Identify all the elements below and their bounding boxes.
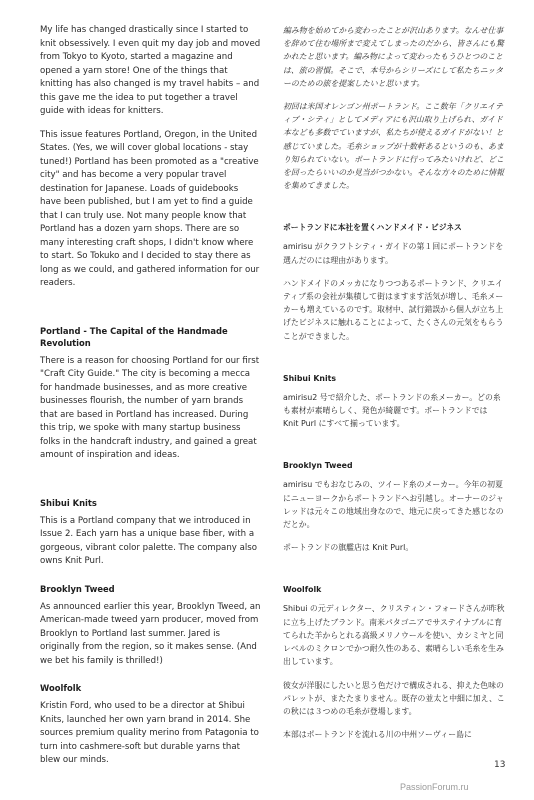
jp-woolfolk-paragraph-1: Shibui の元ディレクター、クリスティン・フォードさんが昨秋に立ち上げたブランド。南米パタゴニアでサステイナブルに育てられた羊からとれる高級メリノウールを使い、カシミヤと同レベルのミクロンでかつ耐久性のある、素晴らしい毛糸を生み出しています。	[283, 604, 505, 667]
woolfolk-heading: Woolfolk	[40, 683, 82, 693]
portland-heading: Portland - The Capital of the Handmade Revolution	[40, 325, 228, 348]
jp-portland-paragraph-1: amirisu がクラフトシティ・ガイドの第１回にポートランドを選んだのには理由があります。	[283, 242, 504, 265]
portland-paragraph: There is a reason for choosing Portland for our first "Craft City Guide." The city is becoming a mecca for handmade businesses, and as more creative businesses flourish, the number of yarn brands that are based in Portland has increased. During this trip, we spoke with many startup business folks in the handcraft industry, and gained a great amount of inspiration and ideas.	[40, 355, 260, 460]
japanese-column	[283, 24, 505, 751]
intro-paragraph-1: My life has changed drastically since I started to knit obsessively. I even quit my day job and moved from Tokyo to Kyoto, started a magazine and opened a yarn store! One of the things that knitting has also changed is my travel habits – and this gave me the idea to put together a travel guide with ideas for knitters.	[40, 25, 261, 116]
jp-portland-heading: ポートランドに本社を置くハンドメイド・ビジネス	[283, 223, 462, 233]
jp-brooklyn-paragraph-2: ポートランドの旗艦店は Knit Purl。	[283, 543, 414, 553]
jp-portland-paragraph-2: ハンドメイドのメッカになりつつあるポートランド、クリエイティブ系の会社が集積して街はますます活気が増し、毛糸メーカーも増えているのです。取材中、試行錯誤から個人が立ち上げたビジネスに触れることによって、たくさんの元気をもらうことができました。	[283, 278, 504, 341]
intro-paragraph-2: This issue features Portland, Oregon, in the United States. (Yes, we will cover global locations - stay tuned!) Portland has been promoted as a "creative city" and has become a very popular travel destination for Japanese. Loads of guidebooks have been published, but I am yet to find a guide that I can truly use. Not many people know that Portland has a dozen yarn shops. There are so many interesting craft shops, I didn't know where to start. So Tokuko and I decided to stay there as long as we could, and gathered information for our readers.	[40, 129, 260, 288]
jp-intro-paragraph-1: 編み物を始めてから変わったことが沢山あります。なんせ仕事を辞めて住む場所まで変えてしまったのだから、皆さんにも驚かれたと思います。編み物によって変わったもうひとつのことは、旅の習慣。そこで、本号からシリーズにして私たちニッターのための旅を提案したいと思います。	[283, 26, 504, 88]
brooklyn-paragraph: As announced earlier this year, Brooklyn Tweed, an American-made tweed yarn producer, moved from Brooklyn to Portland last summer. Jared is originally from the region, so it makes sense. (And we bet his family is thrilled!)	[40, 601, 261, 666]
woolfolk-paragraph: Kristin Ford, who used to be a director at Shibui Knits, launched her own yarn brand in 2014. She sources premium quality merino from Patagonia to turn into cashmere-soft but durable yarns that blew our minds.	[40, 701, 259, 765]
jp-woolfolk-heading: Woolfolk	[283, 585, 322, 595]
jp-brooklyn-heading: Brooklyn Tweed	[283, 461, 353, 471]
jp-intro-paragraph-2: 初回は米国オレンゴン州ポートランド。ここ数年「クリエイティブ・シティ」としてメディアにも沢山取り上げられ、ガイド本なども多数でていますが、私たちが使えるガイドがない！と感じていました。毛糸ショップが十数軒あるというのも、あまり知られていない。ポートランドに行ってみたいけれど、どこを回ったらいいのか見当がつかない。そんな方々のために情報を集めてきました。	[283, 102, 504, 191]
jp-shibui-paragraph: amirisu2 号で紹介した、ポートランドの糸メーカー。どの糸も素材が素晴らしく、発色が綺麗です。ポートランドでは Knit Purl にすべて揃っています。	[283, 392, 501, 429]
shibui-heading: Shibui Knits	[40, 497, 97, 508]
page-number: 13	[494, 760, 506, 770]
watermark-text: PassionForum.ru	[400, 782, 469, 792]
english-column	[40, 24, 262, 778]
jp-woolfolk-paragraph-3: 本部はポートランドを流れる川の中州ソーヴィー島に	[283, 730, 472, 740]
jp-woolfolk-paragraph-2: 彼女が洋服にしたいと思う色だけで構成される、抑えた色味のパレットが、またたまりません。既存の並太と中細に加え、この秋には３つめの毛糸が登場します。	[283, 680, 505, 716]
jp-brooklyn-paragraph-1: amirisu でもおなじみの、ツイード糸のメーカー。今年の初夏にニューヨークからポートランドへお引越し。オーナーのジャレッドは元々この地域出身なので、地元に戻ってきた感じなのだとか。	[283, 480, 504, 530]
brooklyn-heading: Brooklyn Tweed	[40, 583, 115, 594]
shibui-paragraph: This is a Portland company that we introduced in Issue 2. Each yarn has a unique base fiber, with a gorgeous, vibrant color palette. The company also owns Knit Purl.	[40, 515, 257, 566]
jp-shibui-heading: Shibui Knits	[283, 373, 336, 383]
